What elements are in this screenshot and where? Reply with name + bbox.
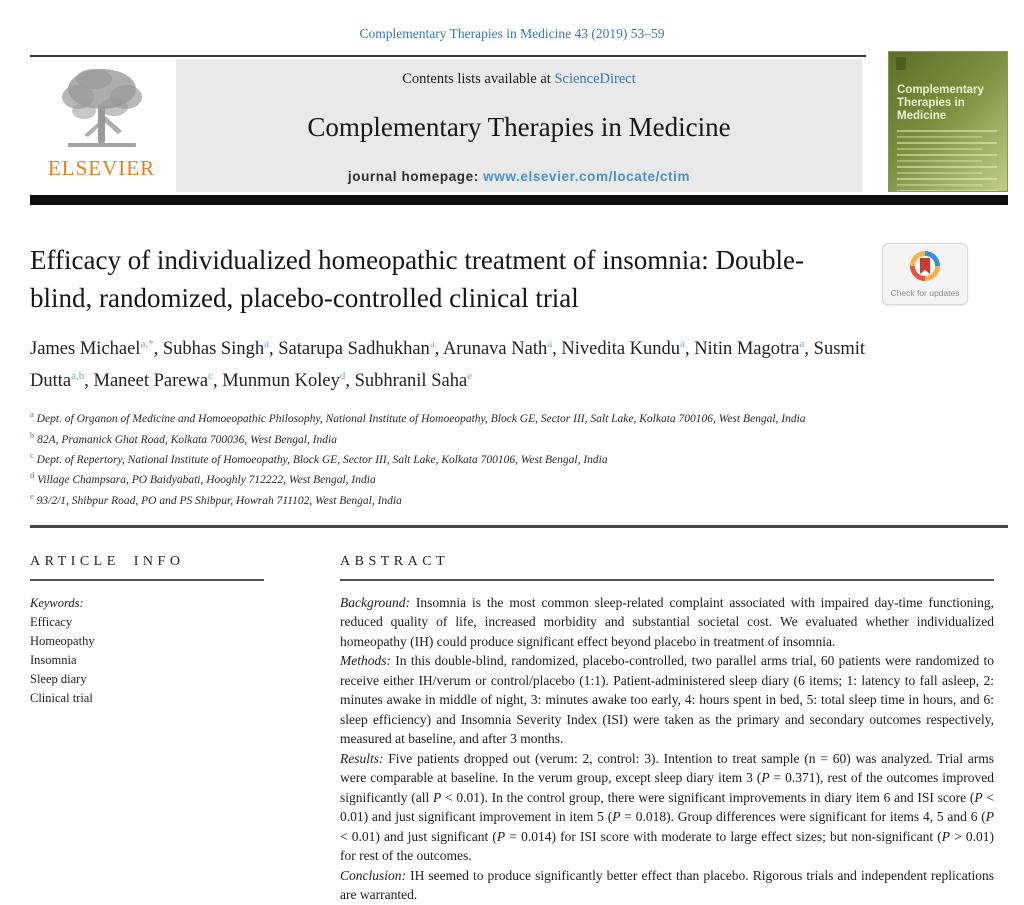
contents-line-text: Contents lists available at bbox=[402, 71, 555, 87]
header-top-rule bbox=[30, 55, 866, 57]
author: Satarupa Sadhukhan$^a$ bbox=[278, 338, 435, 360]
abstract-column bbox=[340, 554, 994, 905]
author: Arunava Nath$^a$ bbox=[442, 338, 553, 360]
author: Maneet Parewa$^c$ bbox=[93, 370, 213, 392]
article-info-rule bbox=[30, 579, 264, 581]
keywords-label: Keywords: bbox=[30, 595, 84, 610]
journal-citation: Complementary Therapies in Medicine 43 (2019) 53–59 bbox=[359, 26, 665, 41]
affiliation: $^d$ Village Champsara, PO Baidyabati, Hooghly 712222, West Bengal, India bbox=[30, 470, 376, 487]
author: Subhranil Saha$^e$ bbox=[354, 370, 473, 392]
article-title: Efficacy of individualized homeopathic treatment of insomnia: Double-blind, randomized, placebo-controlled clinical trial bbox=[30, 245, 805, 313]
article-info-column bbox=[30, 554, 292, 905]
abstract-heading: ABSTRACT bbox=[340, 553, 450, 569]
title-row bbox=[30, 241, 994, 317]
affiliation: $^b$ 82A, Pramanick Ghat Road, Kolkata 700036, West Bengal, India bbox=[30, 429, 337, 446]
author: Nitin Magotra$^a$ bbox=[694, 338, 805, 360]
sciencedirect-link[interactable]: ScienceDirect bbox=[554, 71, 636, 87]
affiliation: $^a$ Dept. of Organon of Medicine and Homoeopathic Philosophy, National Institute of Homoeopathy, Block GE, Sector III, Salt Lake, Kolkata 700106, West Bengal, India bbox=[30, 409, 806, 426]
check-for-updates-badge[interactable] bbox=[882, 243, 968, 305]
contents-line bbox=[176, 71, 862, 88]
keyword: Insomnia bbox=[30, 652, 77, 667]
keyword: Sleep diary bbox=[30, 671, 87, 686]
cover-logo-icon bbox=[896, 57, 906, 70]
elsevier-tree-icon bbox=[54, 63, 150, 155]
journal-banner-box bbox=[176, 59, 862, 192]
elsevier-logo[interactable] bbox=[30, 59, 173, 192]
abstract-section: Methods: In this double-blind, randomized, placebo-controlled, two parallel arms trial, 60 patients were randomized to receive either IH/verum or control/placebo (1:1). Patient-administered sleep diary (6 items; 1: latency to fall asleep, 2: minutes awake in middle of night, 3: minutes awake too early, 4: hours spent in bed, 5: total sleep time in hours, and 6: sleep efficiency) and Insomnia Severity Index (ISI) were taken as the primary and secondary outcomes respectively, measured at baseline, and after 3 months. bbox=[340, 653, 994, 747]
info-abstract-columns bbox=[30, 554, 994, 905]
section-divider-rule bbox=[30, 525, 1008, 528]
cover-decorative-lines bbox=[897, 130, 997, 192]
elsevier-wordmark: ELSEVIER bbox=[47, 156, 156, 180]
affiliation: $^e$ 93/2/1, Shibpur Road, PO and PS Shibpur, Howrah 711102, West Bengal, India bbox=[30, 490, 402, 507]
journal-homepage-link[interactable]: www.elsevier.com/locate/ctim bbox=[483, 169, 691, 184]
journal-title: Complementary Therapies in Medicine bbox=[307, 112, 731, 142]
abstract-section: Results: Five patients dropped out (verum: 2, control: 3). Intention to treat sample (n = 60) was analyzed. Trial arms were comparable at baseline. In the verum group, except sleep diary item 3 (P = 0.371), rest of the outcomes improved significantly (all P < 0.01). In the control group, there were significant improvements in diary item 6 and ISI score (P < 0.01) and just significant improvement in item 5 (P = 0.018). Group differences were significant for items 4, 5 and 6 (P < 0.01) and just significant (P = 0.014) for ISI score with moderate to large effect sizes; but non-significant (P > 0.01) for rest of the outcomes. bbox=[340, 750, 995, 864]
abstract-body bbox=[340, 593, 994, 905]
author-list: James Michael$^{a,*}$, Subhas Singh$^a$, Satarupa Sadhukhan$^a$, Arunava Nath$^a$, Nivedita Kundu$^a$, Nitin Magotra$^a$, Susmit Dutta$^{a,b}$, Maneet Parewa$^c$, Munmun Koley$^d$, Subhranil Saha$^e$ bbox=[30, 338, 866, 392]
journal-header bbox=[30, 59, 1008, 192]
keyword: Homeopathy bbox=[30, 633, 95, 648]
check-updates-icon bbox=[908, 249, 942, 283]
author: Nivedita Kundu$^a$ bbox=[561, 338, 685, 360]
check-updates-label: Check for updates bbox=[890, 288, 960, 298]
author: Susmit Dutta$^{a,b}$ bbox=[30, 339, 866, 392]
author: James Michael$^{a,*}$ bbox=[30, 338, 154, 360]
header-divider-bar bbox=[30, 195, 1008, 205]
homepage-label: journal homepage: bbox=[347, 169, 484, 184]
abstract-section: Background: Insomnia is the most common sleep-related complaint associated with impaired day-time functioning, reduced quality of life, increased morbidity and substantial societal cost. We evaluated whether individualized homeopathy (IH) could produce significant effect beyond placebo in treatment of insomnia. bbox=[340, 594, 994, 649]
abstract-section: Conclusion: IH seemed to produce significantly better effect than placebo. Rigorous trials and independent replications are warranted. bbox=[340, 867, 994, 903]
abstract-rule bbox=[340, 579, 994, 581]
journal-cover-thumbnail[interactable] bbox=[888, 51, 1008, 192]
affiliation: $^c$ Dept. of Repertory, National Institute of Homoeopathy, Block GE, Sector III, Salt Lake, Kolkata 700106, West Bengal, India bbox=[30, 449, 608, 466]
author: Subhas Singh$^a$ bbox=[162, 338, 269, 360]
keyword: Efficacy bbox=[30, 614, 73, 629]
cover-title: Complementary Therapies in Medicine bbox=[897, 84, 984, 122]
keyword: Clinical trial bbox=[30, 690, 93, 705]
author: Munmun Koley$^d$ bbox=[222, 370, 346, 392]
article-info-heading: ARTICLE INFO bbox=[30, 553, 185, 569]
keywords-list bbox=[30, 613, 292, 708]
affiliation-list bbox=[30, 407, 994, 509]
homepage-line bbox=[176, 169, 862, 184]
